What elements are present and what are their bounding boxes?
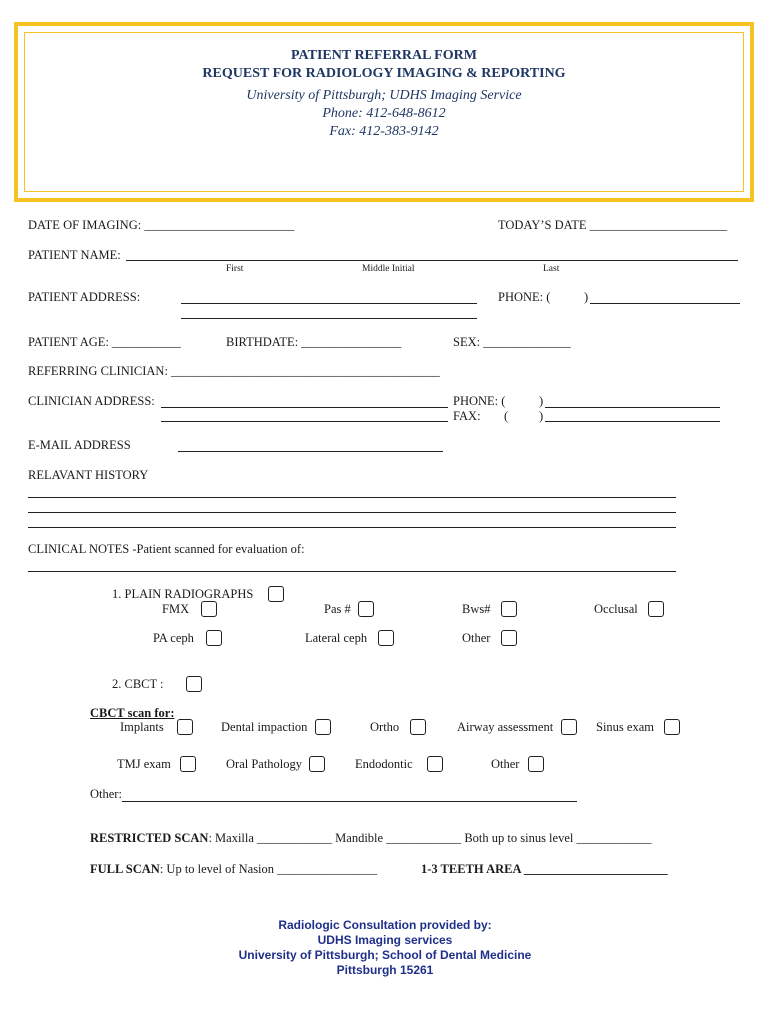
- radiograph-other-checkbox[interactable]: [501, 630, 517, 646]
- pa-ceph-checkbox[interactable]: [206, 630, 222, 646]
- clinician-fax-close: ): [539, 409, 544, 423]
- clinical-notes-line[interactable]: [28, 571, 676, 572]
- name-last-caption: Last: [543, 264, 560, 274]
- clinician-phone-line[interactable]: [545, 407, 720, 408]
- endodontic-checkbox[interactable]: [427, 756, 443, 772]
- plain-radiographs-checkbox[interactable]: [268, 586, 284, 602]
- implants-checkbox[interactable]: [177, 719, 193, 735]
- lateral-ceph-checkbox[interactable]: [378, 630, 394, 646]
- dental-impaction-label: Dental impaction: [221, 720, 308, 734]
- history-line-1[interactable]: [28, 497, 676, 498]
- clinician-fax-label: FAX:: [453, 409, 481, 423]
- patient-address-line-1[interactable]: [181, 303, 477, 304]
- restricted-scan-label: RESTRICTED SCAN: [90, 831, 209, 845]
- patient-phone-line[interactable]: [590, 303, 740, 304]
- history-line-2[interactable]: [28, 512, 676, 513]
- clinician-fax-line[interactable]: [545, 421, 720, 422]
- clinician-address-line-2[interactable]: [161, 421, 448, 422]
- full-scan-label: FULL SCAN: [90, 862, 160, 876]
- name-first-caption: First: [226, 264, 244, 274]
- clinical-notes-label: CLINICAL NOTES -Patient scanned for evaluation of:: [28, 542, 305, 556]
- oral-pathology-checkbox[interactable]: [309, 756, 325, 772]
- full-scan-options: : Up to level of Nasion ________________: [159, 862, 378, 876]
- footer-line-1: Radiologic Consultation provided by:: [278, 918, 492, 932]
- footer-line-4: Pittsburgh 15261: [336, 963, 434, 977]
- referring-clinician-field[interactable]: REFERRING CLINICIAN: ___________________________________________: [28, 364, 440, 378]
- clinician-address-label: CLINICIAN ADDRESS:: [28, 394, 155, 408]
- fmx-label: FMX: [162, 602, 190, 616]
- endodontic-label: Endodontic: [355, 757, 413, 771]
- restricted-scan-field[interactable]: [90, 831, 651, 846]
- name-middle-caption: Middle Initial: [362, 264, 415, 274]
- form-subtitle: REQUEST FOR RADIOLOGY IMAGING & REPORTING: [202, 66, 566, 81]
- pas-checkbox[interactable]: [358, 601, 374, 617]
- header-phone: Phone: 412-648-8612: [322, 106, 446, 121]
- implants-label: Implants: [120, 720, 164, 734]
- teeth-area-field[interactable]: 1-3 TEETH AREA _______________________: [421, 862, 668, 876]
- form-title: PATIENT REFERRAL FORM: [291, 48, 477, 63]
- cbct-other-label: Other: [491, 757, 520, 771]
- cbct-checkbox[interactable]: [186, 676, 202, 692]
- fmx-checkbox[interactable]: [201, 601, 217, 617]
- patient-phone-label: PHONE: (: [498, 290, 551, 304]
- patient-address-label: PATIENT ADDRESS:: [28, 290, 141, 304]
- footer-line-3: University of Pittsburgh; School of Dental Medicine: [238, 948, 532, 962]
- other-line[interactable]: [122, 801, 577, 802]
- clinician-address-line-1[interactable]: [161, 407, 448, 408]
- patient-phone-close: ): [584, 290, 589, 304]
- airway-assessment-label: Airway assessment: [457, 720, 554, 734]
- tmj-exam-checkbox[interactable]: [180, 756, 196, 772]
- email-line[interactable]: [178, 451, 443, 452]
- clinician-phone-close: ): [539, 394, 544, 408]
- history-line-3[interactable]: [28, 527, 676, 528]
- date-of-imaging-field[interactable]: DATE OF IMAGING: ________________________: [28, 218, 295, 232]
- occlusal-checkbox[interactable]: [648, 601, 664, 617]
- header-box: [14, 22, 754, 202]
- patient-name-line[interactable]: [126, 260, 738, 261]
- bws-label: Bws#: [462, 602, 491, 616]
- birthdate-field[interactable]: BIRTHDATE: ________________: [226, 335, 402, 349]
- clinician-fax-open: (: [504, 409, 509, 423]
- full-scan-field[interactable]: [90, 862, 377, 877]
- cbct-scan-for-heading: CBCT scan for:: [90, 706, 175, 720]
- patient-name-label: PATIENT NAME:: [28, 248, 121, 262]
- patient-age-field[interactable]: PATIENT AGE: ___________: [28, 335, 181, 349]
- dental-impaction-checkbox[interactable]: [315, 719, 331, 735]
- header-fax: Fax: 412-383-9142: [329, 124, 439, 139]
- sinus-exam-label: Sinus exam: [596, 720, 654, 734]
- pas-label: Pas #: [324, 602, 351, 616]
- occlusal-label: Occlusal: [594, 602, 638, 616]
- ortho-label: Ortho: [370, 720, 400, 734]
- bws-checkbox[interactable]: [501, 601, 517, 617]
- footer-line-2: UDHS Imaging services: [317, 933, 453, 947]
- lateral-ceph-label: Lateral ceph: [305, 631, 368, 645]
- restricted-scan-options: : Maxilla ____________ Mandible ____________ Both up to sinus level ____________: [208, 831, 652, 845]
- plain-radiographs-heading: 1. PLAIN RADIOGRAPHS: [112, 587, 254, 601]
- ortho-checkbox[interactable]: [410, 719, 426, 735]
- patient-address-line-2[interactable]: [181, 318, 477, 319]
- other-line-label: Other:: [90, 787, 122, 801]
- pa-ceph-label: PA ceph: [153, 631, 194, 645]
- relevant-history-label: RELAVANT HISTORY: [28, 468, 149, 482]
- radiograph-other-label: Other: [462, 631, 491, 645]
- institution-name: University of Pittsburgh; UDHS Imaging Service: [246, 88, 522, 103]
- tmj-exam-label: TMJ exam: [117, 757, 171, 771]
- todays-date-field[interactable]: TODAY’S DATE ______________________: [498, 218, 728, 232]
- cbct-heading: 2. CBCT :: [112, 677, 164, 691]
- oral-pathology-label: Oral Pathology: [226, 757, 303, 771]
- clinician-phone-label: PHONE: (: [453, 394, 506, 408]
- cbct-other-checkbox[interactable]: [528, 756, 544, 772]
- airway-assessment-checkbox[interactable]: [561, 719, 577, 735]
- sinus-exam-checkbox[interactable]: [664, 719, 680, 735]
- email-label: E-MAIL ADDRESS: [28, 438, 131, 452]
- sex-field[interactable]: SEX: ______________: [453, 335, 571, 349]
